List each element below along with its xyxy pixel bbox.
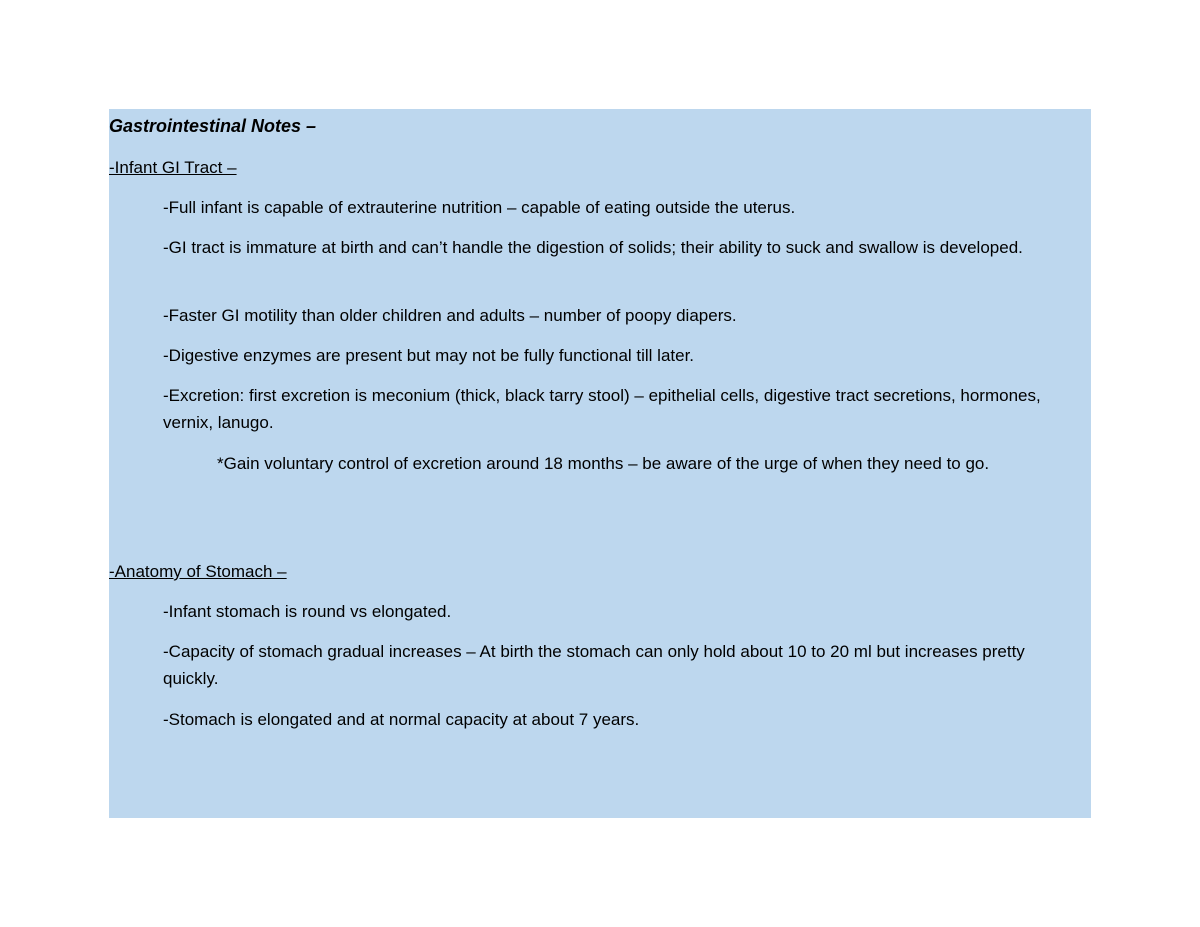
list-item: -GI tract is immature at birth and can’t handle the digestion of solids; their ability to suck and swallow is developed. <box>163 238 1023 257</box>
list-item: -Full infant is capable of extrauterine nutrition – capable of eating outside the uterus. <box>163 198 796 217</box>
list-item: -Stomach is elongated and at normal capacity at about 7 years. <box>163 710 640 729</box>
list-item: -Excretion: first excretion is meconium (thick, black tarry stool) – epithelial cells, digestive tract secretions, hormones, vernix, lanugo. <box>163 386 1041 432</box>
list-item: -Infant stomach is round vs elongated. <box>163 602 452 621</box>
list-item: -Capacity of stomach gradual increases – At birth the stomach can only hold about 10 to 20 ml but increases pretty quickly. <box>163 642 1025 688</box>
list-item: -Faster GI motility than older children and adults – number of poopy diapers. <box>163 306 737 325</box>
document-title: Gastrointestinal Notes – <box>109 116 317 136</box>
section-heading-infant-gi-tract: -Infant GI Tract – <box>109 158 237 177</box>
section-heading-anatomy-of-stomach: -Anatomy of Stomach – <box>109 562 287 581</box>
subnote: *Gain voluntary control of excretion around 18 months – be aware of the urge of when they need to go. <box>217 454 990 473</box>
list-item: -Digestive enzymes are present but may not be fully functional till later. <box>163 346 695 365</box>
